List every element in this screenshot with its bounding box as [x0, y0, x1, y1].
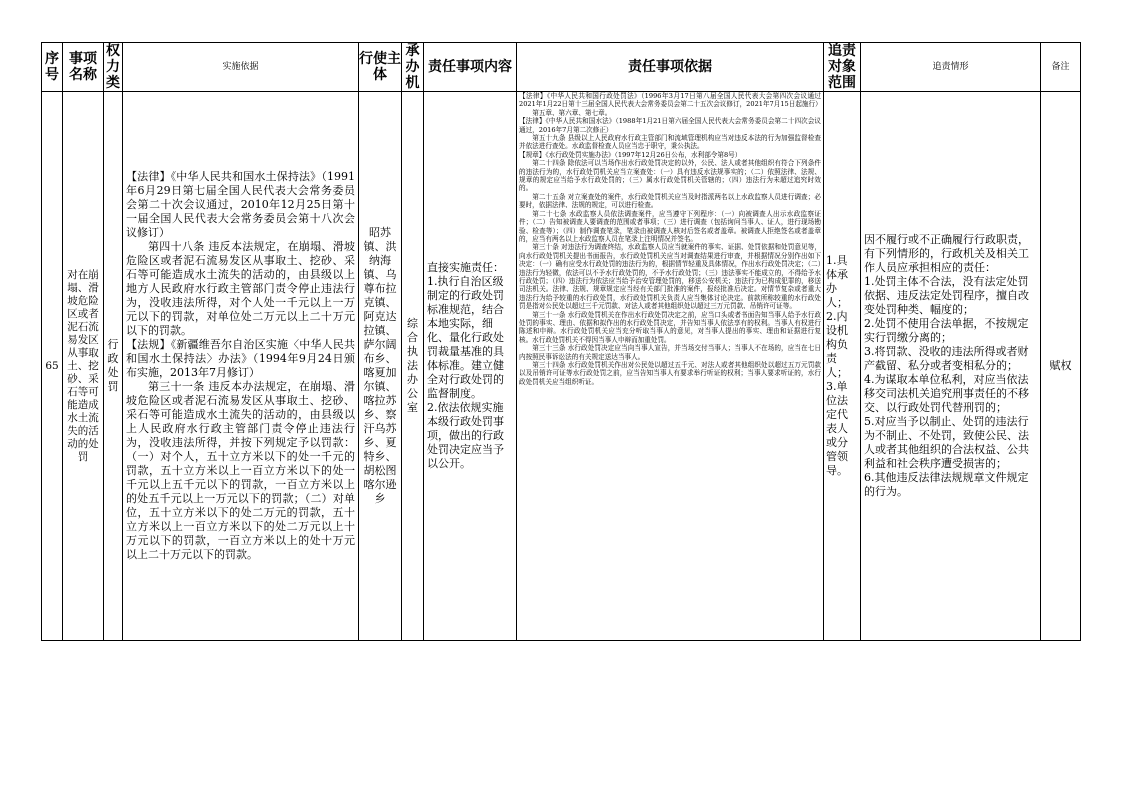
row-account-case: [861, 92, 1041, 641]
account-case-line-1: 因不履行或不正确履行行政职责，有下列情形的，行政机关及相关工作人员应承担相应的责任：: [864, 233, 1029, 274]
row-subject: 昭苏镇、洪纳海镇、乌尊布拉克镇、阿克达拉镇、萨尔阔布乡、喀夏加尔镇、喀拉苏乡、察汗乌苏乡、夏特乡、胡松图喀尔逊乡: [359, 92, 402, 641]
basis-line-1: 【法律】《中华人民共和国水土保持法》（1991年6月29日第七届全国人民代表大会常务委员会第二十次会议通过，2010年12月25日第十一届全国人民代表大会常务委员会第十八次会议修订）: [126, 170, 355, 239]
header-resp-content: 责任事项内容: [424, 43, 517, 92]
resp-basis-line-3: 【法律】《中华人民共和国水法》（1988年1月21日第六届全国人民代表大会常务委员会第二十四次会议通过，2016年7月第二次修正）: [519, 117, 821, 134]
header-type: 权力类: [104, 43, 123, 92]
account-case-line-6: 5.对应当予以制止、处罚的违法行为不制止、不处罚，致使公民、法人或者其他组织的合法权益、公共利益和社会秩序遭受损害的；: [864, 415, 1029, 470]
resp-content-line-1: 直接实施责任：: [427, 261, 504, 274]
table-row: [42, 92, 1081, 641]
resp-basis-line-9: 第三十条 对违法行为调查终结，水政监察人员应当就案件的事实、证据、处罚依据和处罚意见等，向水行政处罚机关提出书面报告，水行政处罚机关应当对调查结果进行审查，并根据情况分别作出如下决定：（一）确有应受水行政处罚的违法行为的，根据情节轻重及具体情况，作出水行政处罚决定；（二）违法行为轻微，依法可以不予水行政处罚的，不予水行政处罚；（三）违法事实不能成立的，不得给予水行政处罚；（四）违法行为依法应当给予治安管理处罚的，移送公安机关；违法行为已构成犯罪的，移送司法机关。法律、法规、规章规定应当经有关部门批准的案件，报经批准后决定。对情节复杂或者重大违法行为给予较重的水行政处罚，水行政处罚机关负责人应当集体讨论决定。前款所称较重的水行政处罚是指对公民处以超过三千元罚款、对法人或者其他组织处以超过三万元罚款、吊销许可证等。: [519, 243, 821, 311]
basis-line-4: 第三十一条 违反本办法规定，在崩塌、滑坡危险区或者泥石流易发区从事取土、挖砂、采石等可能造成水土流失的活动的，由县级以上人民政府水行政主管部门责令停止违法行为，没收违法所得，并按下列规定予以罚款：（一）对个人，五十立方米以下的处一千元的罚款，五十立方米以上一百立方米以下的处一千元以上五千元以下的罚款，一百立方米以上的处五千元以上一万元以下的罚款；（二）对单位，五十立方米以下的处二万元的罚款，五十立方米以上一百立方米以下的处二万元以上十万元以下的罚款，一百立方米以上的处十万元以上二十万元以下的罚款。: [126, 380, 355, 561]
row-seq: 65: [42, 92, 63, 641]
resp-basis-line-1: 【法律】《中华人民共和国行政处罚法》（1996年3月17日第八届全国人民代表大会第四次会议通过 2021年1月22日第十三届全国人民代表大会常务委员会第二十五次会议修订，2021年7月15日起施行）: [519, 92, 822, 109]
row-undertaker: 综合执法办公室: [402, 92, 424, 641]
header-account-case: 追责情形: [861, 43, 1041, 92]
responsibility-table: [41, 42, 1081, 641]
row-account-target: 1.具体承办人；2.内设机构负责人；3.单位法定代表人或分管领导。: [824, 92, 861, 641]
row-remark: 赋权: [1041, 92, 1081, 641]
row-resp-content: [424, 92, 517, 641]
header-remark: 备注: [1041, 43, 1081, 92]
header-subject: 行使主体: [359, 43, 402, 92]
resp-basis-line-11: 第三十三条 水行政处罚决定应当向当事人宣告，并当场交付当事人；当事人不在场的，应当在七日内按照民事诉讼法的有关规定送达当事人。: [519, 344, 821, 361]
basis-line-3: 【法规】《新疆维吾尔自治区实施〈中华人民共和国水土保持法〉办法》（1994年9月24日颁布实施，2013年7月修订）: [126, 338, 355, 379]
header-undertaker: 承办机: [402, 43, 424, 92]
account-case-line-4: 3.将罚款、没收的违法所得或者财产截留、私分或者变相私分的；: [864, 345, 1029, 372]
resp-content-line-3: 2.依法依规实施本级行政处罚事项，做出的行政处罚决定应当予以公开。: [427, 401, 504, 470]
resp-basis-line-8: 第二十七条 水政监察人员依法调查案件，应当遵守下列程序：（一）向被调查人出示水政监察证件；（二）告知被调查人要调查的范围或者事项；（三）进行调查（包括询问当事人、证人，进行现场勘验、检查等）；（四）制作调查笔录，笔录由被调查人核对后签名或者盖章。被调查人拒绝签名或者盖章的，应当有两名以上水政监察人员在笔录上注明情况并签名。: [519, 209, 821, 243]
header-seq: 序号: [42, 43, 63, 92]
header-basis: 实施依据: [123, 43, 359, 92]
account-case-line-7: 6.其他违反法律法规规章文件规定的行为。: [864, 471, 1029, 498]
basis-line-2: 第四十八条 违反本法规定，在崩塌、滑坡危险区或者泥石流易发区从事取土、挖砂、采石等可能造成水土流失的活动的，由县级以上地方人民政府水行政主管部门责令停止违法行为，没收违法所得，对个人处一千元以上一万元以下的罚款，对单位处二万元以上二十万元以下的罚款。: [126, 240, 355, 337]
row-type: 行政处罚: [104, 92, 123, 641]
row-resp-basis: [517, 92, 824, 641]
account-case-line-2: 1.处罚主体不合法，没有法定处罚依据、违反法定处罚程序，擅自改变处罚种类、幅度的；: [864, 275, 1029, 316]
resp-basis-line-5: 【规章】《水行政处罚实施办法》（1997年12月26日公布，水利部令第8号）: [519, 150, 742, 159]
header-resp-basis: 责任事项依据: [517, 43, 824, 92]
row-basis: [123, 92, 359, 641]
account-case-line-5: 4.为谋取本单位私利，对应当依法移交司法机关追究刑事责任的不移交、以行政处罚代替刑罚的；: [864, 373, 1029, 414]
header-account-target: 追责对象范围: [824, 43, 861, 92]
resp-basis-line-7: 第二十五条 对立案查处的案件，水行政处罚机关应当及时指派两名以上水政监察人员进行调查；必要时，依据法律、法规的规定，可以进行检查。: [519, 192, 821, 210]
header-name: 事项名称: [63, 43, 104, 92]
resp-basis-line-4: 第五十九条 县级以上人民政府水行政主管部门和流域管理机构应当对违反本法的行为加强监督检查并依法进行查处。水政监督检查人员应当忠于职守，秉公执法。: [519, 134, 821, 151]
resp-basis-line-12: 第三十四条 水行政处罚机关作出对公民处以超过五千元、对法人或者其他组织处以超过五万元罚款以及吊销许可证等水行政处罚之前，应当告知当事人有要求举行听证的权利；当事人要求听证的，水行政处罚机关应当组织听证。: [519, 361, 821, 386]
resp-basis-line-6: 第二十四条 除依法可以当场作出水行政处罚决定的以外，公民、法人或者其他组织有符合下列条件的违法行为的，水行政处罚机关应当立案查处：（一）具有违反水法规事实的；（二）依照法律、法规、规章的规定应当给予水行政处罚的；（三）属水行政处罚机关管辖的；（四）违法行为未超过追究时效的。: [519, 159, 821, 193]
resp-content-line-2: 1.执行自治区级制定的行政处罚标准规范，结合本地实际，细化、量化行政处罚裁量基准的具体标准。建立健全对行政处罚的监督制度。: [427, 275, 504, 400]
resp-basis-line-2: 第五章、第六章、第七章。: [532, 108, 612, 117]
row-name: 对在崩塌、滑坡危险区或者泥石流易发区从事取土、挖砂、采石等可能造成水土流失的活动的处罚: [63, 92, 104, 641]
account-case-line-3: 2.处罚不使用合法单据，不按规定实行罚缴分离的；: [864, 317, 1029, 344]
header-row: [42, 43, 1081, 92]
resp-basis-line-10: 第三十一条 水行政处罚机关在作出水行政处罚决定之前，应当口头或者书面告知当事人给予水行政处罚的事实、理由、依据和拟作出的水行政处罚决定，并告知当事人依法享有的权利。当事人有权进行陈述和申辩。水行政处罚机关应当充分听取当事人的意见，对当事人提出的事实、理由和证据进行复核。水行政处罚机关不得因当事人申辩而加重处罚。: [519, 310, 821, 344]
